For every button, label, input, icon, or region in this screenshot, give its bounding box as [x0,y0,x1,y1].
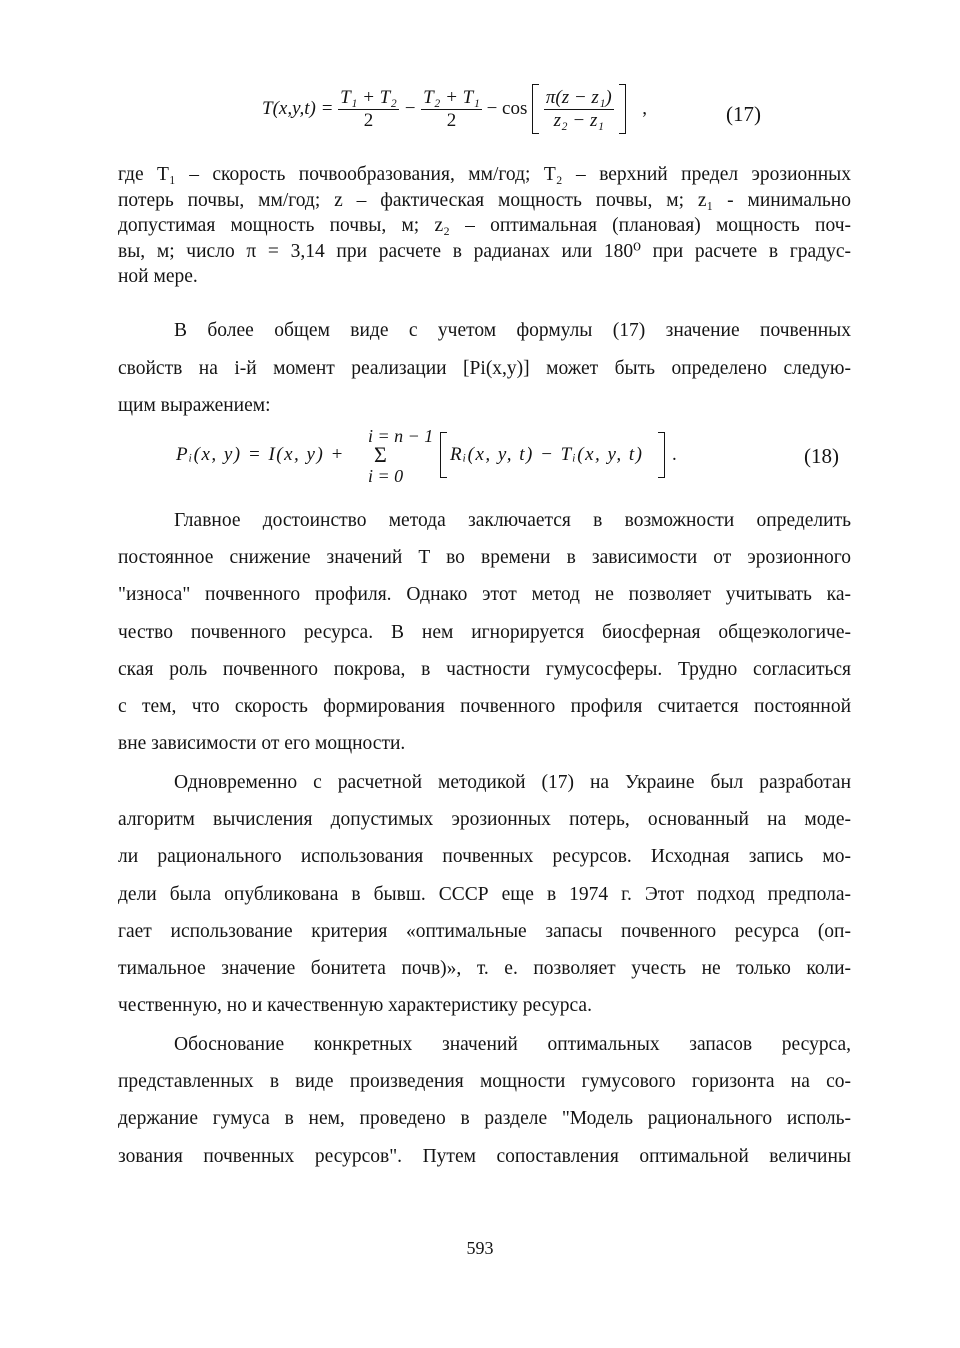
definitions-line: вы, м; число π = 3,14 при расчете в радианах или 180⁰ при расчете в градус- [118,240,851,262]
eq18-lhs: Pᵢ(x, y) = I(x, y) + [176,444,345,465]
eq17-cos: − cos [486,98,528,119]
paragraph-2 [118,502,851,762]
paragraph-line: ская роль почвенного покрова, в частности гумусосферы. Трудно согласиться [118,658,851,680]
definitions-line: потерь почвы, мм/год; z – фактическая мощность почвы, м; z₁ - минимально [118,189,851,211]
paragraph-line: постоянное снижение значений T во времени в зависимости от эрозионного [118,547,851,569]
eq17-num1: T₁ + T₂ [340,86,397,108]
paragraph-1 [118,312,851,425]
paragraph-line: алгоритм вычисления допустимых эрозионных потерь, основанный на моде- [118,809,851,831]
equation-17 [262,84,647,134]
paragraph-line: Главное достоинство метода заключается в возможности определить [174,510,851,531]
paragraph-line: с тем, что скорость формирования почвенного профиля считается постоянной [118,696,851,718]
eq17-num3: π(z − z₁) [545,86,612,108]
eq18-body: Rᵢ(x, y, t) − Tᵢ(x, y, t) [450,444,644,465]
paragraph-line: зования почвенных ресурсов". Путем сопоставления оптимальной величины [118,1145,851,1167]
paragraph-line: Одновременно с расчетной методикой (17) на Украине был разработан [174,772,851,793]
paragraph-line: вне зависимости от его мощности. [118,733,406,755]
eq17-lhs: T(x,y,t) = [262,98,334,119]
definitions-line: ной мере. [118,266,198,287]
eq18-right-bracket [658,432,665,478]
paragraph-line: В более общем виде с учетом формулы (17) значение почвенных [174,320,851,341]
eq18-sum-bottom: i = 0 [368,466,404,486]
page-number: 593 [466,1238,494,1258]
definitions-paragraph [118,162,851,290]
eq17-fraction-2 [421,87,482,132]
eq17-fraction-1 [338,87,399,132]
eq17-comma: , [642,98,647,119]
eq17-fraction-3 [544,87,614,132]
eq17-den3: z₂ − z₁ [553,109,604,131]
paragraph-line: свойств на i-й момент реализации [Pi(x,y)] может быть определено следую- [118,357,851,379]
paragraph-line: чество почвенного ресурса. В нем игнорируется биосферная общеэкологиче- [118,621,851,643]
eq17-den1: 2 [363,109,374,131]
equation-17-number: (17) [726,102,761,126]
eq18-sum-sign: Σ [374,442,387,467]
eq18-dot: . [672,444,677,465]
paragraph-line: щим выражением: [118,395,271,416]
paragraph-line: гает использование критерия «оптимальные запасы почвенного ресурса (оп- [118,920,851,942]
equation-18-number: (18) [804,444,839,468]
eq17-minus: − [403,98,417,119]
definitions-line: допустимая мощность почвы, м; z₂ – оптимальная (плановая) мощность поч- [118,215,851,236]
eq17-left-bracket [532,84,539,134]
eq18-sum-top: i = n − 1 [368,426,434,446]
paragraph-line: тимальное значение бонитета почв)», т. е. позволяет учесть не только коли- [118,958,851,980]
eq17-right-bracket [619,84,626,134]
paragraph-line: Обоснование конкретных значений оптимальных запасов ресурса, [174,1034,851,1055]
paragraph-4 [118,1026,851,1175]
eq18-left-bracket [440,432,447,478]
paragraph-line: "износа" почвенного профиля. Однако этот метод не позволяет учитывать ка- [118,584,851,606]
paragraph-line: дели была опубликована в бывш. СССР еще в 1974 г. Этот подход предпола- [118,883,851,905]
definitions-line: где T₁ – скорость почвообразования, мм/год; T₂ – верхний предел эрозионных [118,164,851,185]
paragraph-line: чественную, но и качественную характеристику ресурса. [118,995,592,1017]
paragraph-line: представленных в виде произведения мощности гумусового горизонта на со- [118,1071,851,1093]
paragraph-line: держание гумуса в нем, проведено в разделе "Модель рационального исполь- [118,1108,851,1130]
paragraph-3 [118,764,851,1024]
eq17-num2: T₂ + T₁ [423,86,480,108]
paragraph-line: ли рационального использования почвенных ресурсов. Исходная запись мо- [118,846,851,868]
eq17-den2: 2 [446,109,457,131]
